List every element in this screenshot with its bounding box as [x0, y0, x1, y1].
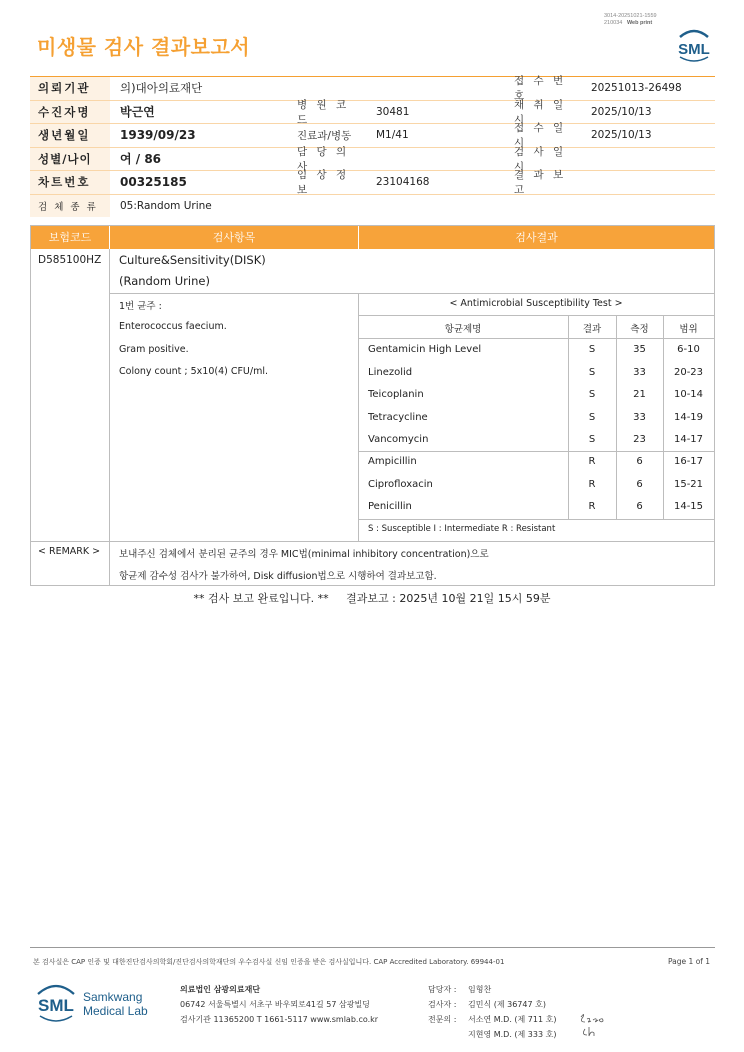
ast-drug-name: Teicoplanin: [368, 389, 424, 400]
page-title: 미생물 검사 결과보고서: [37, 35, 251, 59]
label-department: 진료과/병동: [297, 129, 352, 142]
footer-accreditation-note: 본 검사실은 CAP 인증 및 대한진단검사의학회/진단검사의학재단의 우수검사실 신임 인증을 받은 검사실입니다. CAP Accredited Laboratory. 69944-01: [33, 958, 505, 966]
label-physician: 담 당 의 사: [297, 145, 350, 173]
label-chart-number: 차트번호: [30, 171, 110, 194]
ast-measure: 6: [636, 501, 643, 512]
ast-measure: 33: [633, 411, 646, 423]
value-requesting-org: 의)대아의료재단: [120, 81, 203, 96]
ast-measure: 21: [633, 389, 646, 400]
ast-result: R: [588, 456, 596, 467]
divider: [109, 249, 110, 586]
document-code: 3014-20251021-1559 210034 Web print: [604, 13, 657, 26]
footer-divider: [30, 947, 715, 948]
divider: [358, 519, 714, 520]
label-hospital-code: 병 원 코 드: [297, 98, 350, 126]
value-hospital-code: 30481: [376, 105, 410, 118]
ast-header-measure: 측정: [630, 324, 649, 335]
info-row: [30, 98, 715, 126]
samkwang-logo: [36, 980, 160, 1031]
ast-result: S: [588, 366, 596, 378]
company-address: 06742 서울특별시 서초구 바우뫼로41길 57 삼광빌딩: [180, 1000, 370, 1009]
colony-count: Colony count ; 5x10(4) CFU/ml.: [119, 366, 268, 377]
ast-result: R: [588, 501, 596, 512]
remark-line-1: 보내주신 검체에서 분리된 균주의 경우 MIC법(minimal inhibitory concentration)으로: [119, 549, 489, 560]
svg-text:SML: SML: [38, 996, 74, 1015]
label-specimen-type: 검 체 종 류: [30, 195, 110, 217]
divider: [358, 338, 714, 339]
value-receipt-number: 20251013-26498: [591, 82, 682, 95]
value-chart-number: 00325185: [120, 175, 187, 190]
info-row: [30, 124, 715, 148]
gram-stain: Gram positive.: [119, 344, 189, 355]
result-table: [30, 225, 715, 586]
ast-result: S: [588, 411, 596, 423]
value-test-date: [581, 148, 715, 171]
ast-measure: 23: [633, 434, 646, 445]
value-patient-name: 박근연: [120, 105, 155, 120]
organism-name: Enterococcus faecium.: [119, 321, 227, 332]
patient-info-table: [30, 76, 715, 217]
label-birth-date: 생년월일: [30, 124, 110, 147]
staff-row: 지현영 M.D. (제 333 호): [468, 1030, 557, 1039]
label-sex-age: 성별/나이: [30, 148, 110, 171]
ast-measure: 6: [636, 478, 643, 490]
value-collection-date: 2025/10/13: [591, 105, 652, 118]
staff-row: 전문의 : 서소연 M.D. (제 711 호): [428, 1015, 557, 1024]
ast-measure: 33: [633, 366, 646, 378]
ast-drug-name: Ampicillin: [368, 456, 417, 467]
company-name: 의료법인 삼광의료재단: [180, 985, 261, 994]
ast-header-result: 결과: [582, 324, 602, 335]
ast-range: 14-19: [673, 411, 704, 423]
ast-range: 6-10: [677, 344, 700, 355]
sml-logo: [674, 27, 714, 63]
ast-drug-name: Gentamicin High Level: [368, 344, 482, 355]
specimen-name: (Random Urine): [119, 274, 210, 288]
svg-text:Samkwang: Samkwang: [83, 990, 143, 1004]
ast-range: 16-17: [673, 456, 704, 467]
info-row: [30, 145, 715, 173]
ast-range: 14-17: [673, 434, 704, 445]
label-receipt-date: 접 수 일 시: [514, 122, 567, 150]
ast-header-range: 범위: [679, 324, 698, 335]
info-row: [30, 195, 715, 217]
insurance-code: D585100HZ: [38, 254, 102, 266]
ast-range: 20-23: [673, 366, 704, 378]
ast-drug-name: Tetracycline: [368, 411, 428, 423]
svg-text:SML: SML: [678, 41, 710, 58]
ast-result: S: [588, 434, 596, 445]
value-specimen-type: 05:Random Urine: [120, 199, 212, 212]
svg-text:Medical Lab: Medical Lab: [83, 1004, 148, 1018]
value-physician: [366, 148, 500, 171]
staff-info: [428, 982, 556, 1042]
value-department: M1/41: [376, 129, 409, 142]
test-name: Culture&Sensitivity(DISK): [119, 253, 266, 267]
ast-title: < Antimicrobial Susceptibility Test >: [449, 298, 623, 309]
company-contact: 검사기관 11365200 T 1661-5117 www.smlab.co.kr: [180, 1015, 379, 1024]
ast-result: S: [588, 389, 596, 400]
info-row: [30, 171, 715, 195]
ast-range: 15-21: [673, 478, 704, 490]
label-receipt-number: 접 수 번 호: [514, 75, 567, 103]
value-birth-date: 1939/09/23: [120, 128, 196, 143]
ast-drug-name: Vancomycin: [368, 434, 429, 445]
info-row: [30, 77, 715, 101]
ast-measure: 6: [636, 456, 643, 467]
divider: [358, 315, 714, 316]
divider: [358, 451, 714, 452]
ast-drug-name: Penicillin: [368, 501, 412, 512]
value-sex-age: 여 / 86: [120, 152, 162, 167]
ast-drug-name: Linezolid: [368, 366, 413, 378]
label-patient-name: 수진자명: [30, 101, 110, 124]
header-test-item: 검사항목: [109, 226, 358, 249]
value-result-report: [581, 171, 715, 194]
staff-row: 검사자 : 김민식 (제 36747 호): [428, 1000, 546, 1009]
ast-legend: S : Susceptible I : Intermediate R : Resistant: [368, 524, 556, 534]
header-test-result: 검사결과: [358, 226, 714, 249]
label-collection-date: 채 취 일 시: [514, 98, 567, 126]
organism-header: 1번 균주 :: [119, 301, 162, 312]
ast-range: 10-14: [673, 389, 704, 400]
label-result-report: 결 과 보 고: [514, 169, 567, 197]
page-number: Page 1 of 1: [668, 957, 711, 966]
divider: [109, 293, 714, 294]
ast-header-drug: 항균제명: [444, 324, 482, 335]
remark-line-2: 항균제 감수성 검사가 불가하여, Disk diffusion법으로 시행하여 결과보고함.: [119, 571, 437, 582]
label-clinical-info: 임 상 정 보: [297, 169, 350, 197]
completion-text: ** 검사 보고 완료입니다. ** 결과보고 : 2025년 10월 21일 15시 59분: [193, 592, 551, 605]
staff-row: 담당자 : 임형찬: [428, 985, 492, 994]
ast-measure: 35: [633, 344, 646, 355]
ast-result: R: [588, 478, 596, 490]
ast-range: 14-15: [673, 501, 704, 512]
company-info: [180, 982, 378, 1027]
ast-drug-name: Ciprofloxacin: [368, 478, 433, 490]
result-table-header: [31, 226, 714, 249]
label-requesting-org: 의뢰기관: [30, 77, 110, 100]
value-clinical-info: 23104168: [376, 176, 430, 189]
remark-label: < REMARK >: [38, 546, 101, 557]
divider: [31, 541, 714, 542]
signature: [577, 1011, 611, 1042]
ast-result: S: [588, 344, 596, 355]
label-test-date: 검 사 일 시: [514, 145, 567, 173]
value-receipt-date: 2025/10/13: [591, 129, 652, 142]
header-insurance-code: 보험코드: [48, 231, 92, 244]
